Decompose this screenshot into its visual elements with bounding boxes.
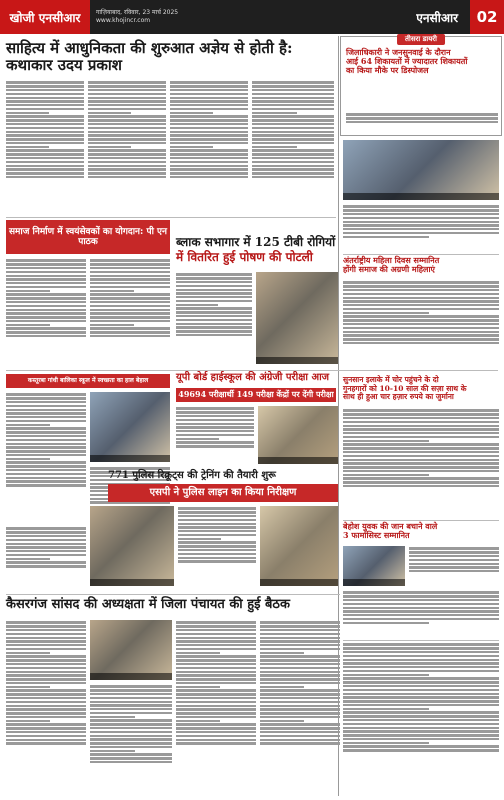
headline-sahitya: साहित्य में आधुनिकता की शुरुआत अज्ञेय से होती है: कथाकार उदय प्रकाश (6, 39, 293, 75)
photo-tb-distribution (256, 272, 338, 364)
headline-line: अंतर्राष्ट्रीय महिला दिवस सम्मानित (343, 255, 440, 265)
body-column (346, 112, 498, 130)
headline-line: बेहोश युवक की जान बचाने वाले (343, 521, 438, 531)
photo-jansunvai (343, 140, 499, 200)
body-column (6, 392, 86, 522)
body-column (343, 642, 499, 796)
section-divider (6, 594, 340, 595)
masthead (0, 0, 504, 34)
photo-police-line (260, 506, 338, 586)
headline-gunahgar (343, 376, 499, 402)
headline-samaj-band: समाज निर्माण में स्वयंसेवकों का योगदान: पी एन पाठक (6, 220, 170, 254)
body-column (88, 80, 166, 220)
body-column (176, 620, 256, 796)
section-divider (6, 217, 336, 218)
body-column (90, 258, 170, 368)
masthead-left-title: खोजी एनसीआर (0, 0, 90, 34)
body-column (6, 80, 84, 220)
headline-tb-line2: में वितरित हुई पोषण की पोटली (176, 250, 313, 264)
body-column (343, 204, 499, 252)
headline-line: गुनहगारों को 10-10 साल की सज़ा साथ के (343, 383, 467, 393)
body-column (90, 684, 172, 796)
body-column (409, 546, 499, 586)
photo-panchayat (90, 620, 172, 680)
body-column (170, 80, 248, 220)
masthead-meta (90, 9, 404, 25)
body-column (6, 526, 86, 586)
headline-upboard-line1: यूपी बोर्ड हाईस्कूल की अंग्रेजी परीक्षा आज (176, 372, 330, 383)
body-column (6, 258, 86, 368)
masthead-website: www.khojincr.com (96, 17, 151, 24)
masthead-date: गाज़ियाबाद, रविवार, 23 मार्च 2025 (96, 9, 179, 16)
headline-line: जिलाधिकारी ने जनसुनवाई के दौरान (346, 47, 451, 57)
body-column (343, 280, 499, 372)
headline-police-line2: एसपी ने पुलिस लाइन का किया निरीक्षण (108, 484, 338, 502)
body-column (178, 506, 256, 586)
section-divider (343, 520, 499, 521)
headline-pharmacist (343, 522, 499, 540)
section-divider (343, 640, 499, 641)
photo-exam (258, 406, 338, 464)
headline-police-line1: 771 पुलिस रिक्रूट्स की ट्रेनिंग की तैयारी शुरू (108, 470, 276, 481)
headline-line: होंगी समाज की अग्रणी महिलाएं (343, 264, 435, 275)
column-rule (338, 36, 339, 796)
body-column (343, 408, 499, 518)
headline-mahila-diwas (343, 256, 499, 274)
headline-line: आई 64 शिकायतों में ज्यादातर शिकायतों (346, 56, 468, 67)
headline-kaiserganj: कैसरगंज सांसद की अध्यक्षता में जिला पंचायत की हुई बैठक (6, 597, 290, 612)
headline-line: सुनसान इलाके में चोर पहुंचने के दो (343, 375, 439, 384)
sidebar-tag: तीसरा डायरी (397, 34, 445, 45)
headline-jilaadhikari (346, 48, 498, 76)
body-column (176, 272, 252, 364)
headline-line: का किया मौके पर डिस्पोजल (346, 65, 429, 76)
masthead-brand: एनसीआर (416, 10, 458, 25)
photo-police-inspection (90, 506, 174, 586)
page-number: 02 (470, 0, 504, 34)
photo-pharmacist (343, 546, 405, 586)
headline-line: 3 फार्मासिस्ट सम्मानित (343, 530, 410, 541)
body-column (343, 590, 499, 638)
body-column (260, 620, 340, 796)
body-column (176, 406, 254, 464)
headline-upboard-line2: 49694 परीक्षार्थी 149 परीक्षा केंद्रों पर देंगी परीक्षा (176, 388, 336, 402)
headline-kasturba-band: कस्तूरबा गांधी बालिका स्कूल में स्वच्छता का हाल बेहाल (6, 374, 170, 388)
body-column (252, 80, 334, 220)
section-divider (6, 370, 498, 371)
body-column (6, 620, 86, 796)
headline-line: साथ ही हुआ चार हज़ार रुपये का जुर्माना (343, 392, 454, 402)
photo-kasturba (90, 392, 170, 462)
section-divider (343, 254, 499, 255)
headline-tb-line1: ब्लाक सभागार में 125 टीबी रोगियों (176, 235, 336, 249)
